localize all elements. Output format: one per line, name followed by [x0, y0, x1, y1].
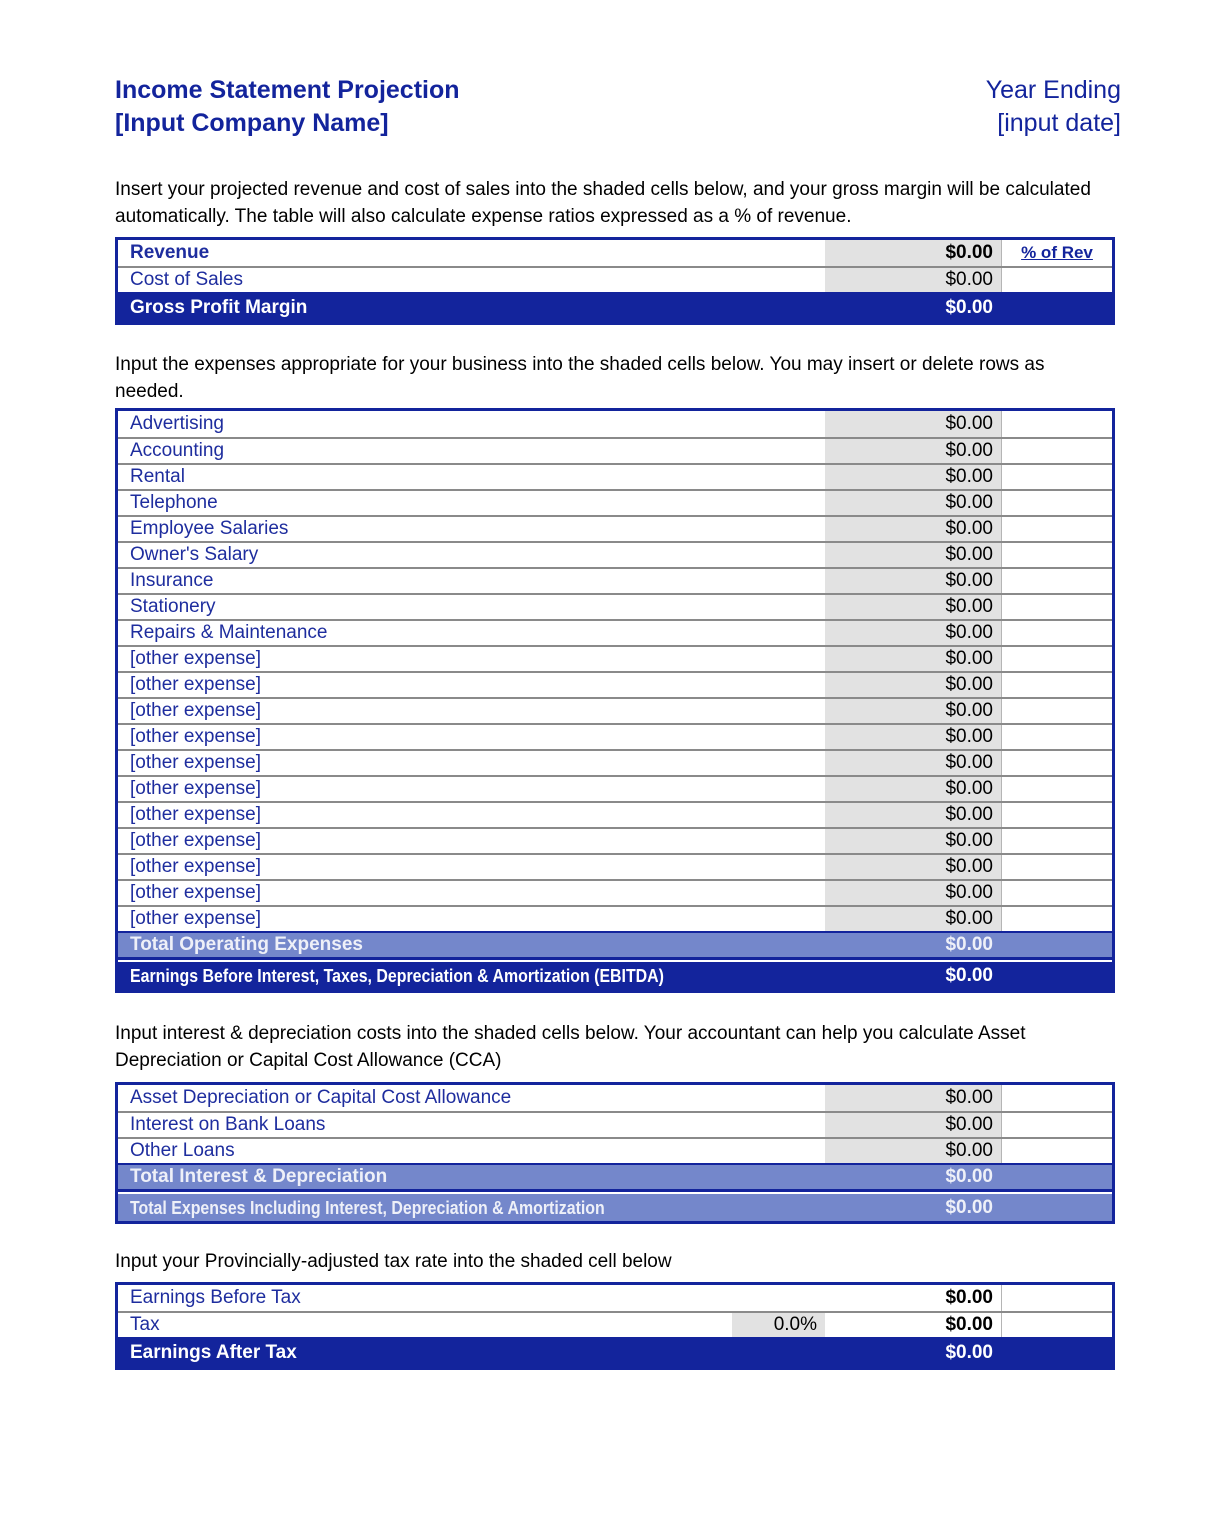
- percent-of-rev-cell: [1001, 1313, 1112, 1337]
- value-input-cell[interactable]: $0.00: [825, 829, 1001, 853]
- percent-of-rev-cell: [1001, 621, 1112, 645]
- row-label: [other expense]: [130, 778, 261, 799]
- row-label-cell: [118, 569, 825, 593]
- percent-of-rev-cell: [1001, 803, 1112, 827]
- percent-of-rev-cell: [1001, 543, 1112, 567]
- row-label: Rental: [130, 466, 185, 487]
- percent-of-rev-cell: [1001, 1285, 1112, 1311]
- row-label: [other expense]: [130, 674, 261, 695]
- row-label: Advertising: [130, 413, 224, 434]
- row-label: Revenue: [130, 242, 210, 263]
- row-label-cell: [118, 647, 825, 671]
- row-label-cell: [118, 465, 825, 489]
- percent-of-rev-cell: [1001, 699, 1112, 723]
- table-row: [118, 671, 1112, 697]
- table-row: [118, 437, 1112, 463]
- value-input-cell[interactable]: $0.00: [825, 1085, 1001, 1111]
- row-label-cell: [118, 595, 825, 619]
- percent-of-rev-label: % of Rev: [1021, 243, 1093, 262]
- page-title: Income Statement Projection: [115, 76, 460, 104]
- row-label-cell: [118, 881, 825, 905]
- value-cell: $0.00: [945, 1342, 993, 1363]
- row-label-cell: [118, 1085, 825, 1111]
- percent-of-rev-cell: [1001, 517, 1112, 541]
- table-row: [118, 645, 1112, 671]
- row-label: Earnings Before Interest, Taxes, Depreciation & Amortization (EBITDA): [130, 965, 664, 986]
- percent-of-rev-cell: [1001, 439, 1112, 463]
- table-row: [118, 1085, 1112, 1111]
- table-row: [118, 775, 1112, 801]
- row-label: [other expense]: [130, 856, 261, 877]
- row-label-cell: [118, 621, 825, 645]
- row-label: [other expense]: [130, 700, 261, 721]
- table-row: [118, 879, 1112, 905]
- percent-of-rev-cell: [1001, 465, 1112, 489]
- row-label-cell: [118, 855, 825, 879]
- table-row: [118, 697, 1112, 723]
- row-label: Interest on Bank Loans: [130, 1114, 326, 1135]
- row-label-cell: [118, 1285, 825, 1311]
- table-row: [118, 827, 1112, 853]
- table-row: [118, 266, 1112, 292]
- value-cell: $0.00: [945, 965, 993, 986]
- row-label-cell: [118, 1139, 825, 1163]
- row-label-cell: [118, 491, 825, 515]
- revenue-table: [115, 237, 1115, 325]
- table-row: [118, 411, 1112, 437]
- row-label: Tax: [130, 1314, 160, 1335]
- row-label: Insurance: [130, 570, 214, 591]
- value-cell: $0.00: [945, 934, 993, 955]
- percent-of-rev-cell: [1001, 1165, 1112, 1189]
- value-input-cell[interactable]: $0.00: [825, 595, 1001, 619]
- table-row: [118, 292, 1112, 322]
- row-label: [other expense]: [130, 804, 261, 825]
- row-label-cell: [118, 240, 825, 266]
- percent-of-rev-cell: [1001, 595, 1112, 619]
- table-row: [118, 463, 1112, 489]
- row-label: Other Loans: [130, 1140, 235, 1161]
- percent-of-rev-cell: [1001, 1139, 1112, 1163]
- row-label-cell: [118, 673, 825, 697]
- table-row: [118, 749, 1112, 775]
- year-ending-block: [986, 74, 1121, 140]
- row-label: Employee Salaries: [130, 518, 289, 539]
- row-label-cell: [118, 962, 825, 990]
- value-input-cell[interactable]: $0.00: [825, 673, 1001, 697]
- percent-of-rev-cell: [1001, 962, 1112, 990]
- value-input-cell[interactable]: $0.00: [825, 411, 1001, 437]
- row-label: Earnings After Tax: [130, 1342, 297, 1363]
- percent-of-rev-cell: [1001, 268, 1112, 292]
- tax-table: [115, 1282, 1115, 1370]
- row-label: [other expense]: [130, 726, 261, 747]
- row-label: [other expense]: [130, 752, 261, 773]
- percent-of-rev-header-cell: [1001, 240, 1112, 266]
- table-row: [118, 1285, 1112, 1311]
- row-label-cell: [118, 1165, 825, 1189]
- row-label: [other expense]: [130, 908, 261, 929]
- value-input-cell[interactable]: $0.00: [825, 725, 1001, 749]
- table-row: [118, 905, 1112, 931]
- value-cell: $0.00: [945, 1166, 993, 1187]
- value-input-cell[interactable]: $0.00: [825, 777, 1001, 801]
- percent-of-rev-cell: [1001, 751, 1112, 775]
- table-row: [118, 619, 1112, 645]
- percent-of-rev-cell: [1001, 1339, 1112, 1367]
- row-label-cell: [118, 268, 825, 292]
- value-input-cell[interactable]: $0.00: [825, 240, 1001, 266]
- row-label: Total Interest & Depreciation: [130, 1166, 388, 1187]
- table-row: [118, 1163, 1112, 1192]
- value-input-cell[interactable]: $0.00: [825, 621, 1001, 645]
- table-row: [118, 853, 1112, 879]
- table-row: [118, 960, 1112, 990]
- row-label-cell: [118, 1313, 825, 1337]
- document-title-block: [115, 74, 986, 140]
- value-input-cell[interactable]: $0.00: [825, 517, 1001, 541]
- percent-of-rev-cell: [1001, 647, 1112, 671]
- value-input-cell[interactable]: $0.00: [825, 803, 1001, 827]
- row-label-cell: [118, 751, 825, 775]
- table-row: [118, 240, 1112, 266]
- value-cell: $0.00: [945, 1287, 993, 1308]
- value-input-cell[interactable]: $0.00: [825, 268, 1001, 292]
- value-input-cell[interactable]: $0.00: [825, 465, 1001, 489]
- percent-of-rev-cell: [1001, 569, 1112, 593]
- percent-of-rev-cell: [1001, 829, 1112, 853]
- row-label-cell: [118, 907, 825, 931]
- percent-of-rev-cell: [1001, 907, 1112, 931]
- row-label-cell: [118, 1194, 825, 1221]
- value-input-cell[interactable]: $0.00: [825, 1113, 1001, 1137]
- percent-of-rev-cell: [1001, 411, 1112, 437]
- table-row: [118, 489, 1112, 515]
- value-input-cell[interactable]: $0.00: [825, 1139, 1001, 1163]
- row-label: Stationery: [130, 596, 216, 617]
- value-input-cell[interactable]: $0.00: [825, 907, 1001, 931]
- value-input-cell[interactable]: $0.00: [825, 855, 1001, 879]
- percent-of-rev-cell: [1001, 777, 1112, 801]
- table-row: [118, 1137, 1112, 1163]
- table-row: [118, 931, 1112, 960]
- row-label: Owner's Salary: [130, 544, 259, 565]
- row-label: Total Operating Expenses: [130, 934, 363, 955]
- percent-of-rev-cell: [1001, 673, 1112, 697]
- percent-of-rev-cell: [1001, 1085, 1112, 1111]
- percent-of-rev-cell: [1001, 855, 1112, 879]
- row-label-cell: [118, 1339, 825, 1367]
- table-row: [118, 593, 1112, 619]
- table-row: [118, 723, 1112, 749]
- row-label: Gross Profit Margin: [130, 297, 308, 318]
- value-cell: $0.00: [945, 297, 993, 318]
- table-row: [118, 1337, 1112, 1367]
- percent-of-rev-cell: [1001, 1113, 1112, 1137]
- value-input-cell[interactable]: $0.00: [825, 491, 1001, 515]
- value-input-cell[interactable]: $0.00: [825, 439, 1001, 463]
- table-row: [118, 567, 1112, 593]
- document-header: [115, 74, 1121, 140]
- row-label-cell: [118, 829, 825, 853]
- row-label-cell: [118, 1113, 825, 1137]
- row-label: Telephone: [130, 492, 218, 513]
- row-label: [other expense]: [130, 648, 261, 669]
- row-label: Asset Depreciation or Capital Cost Allowance: [130, 1087, 512, 1108]
- row-label-cell: [118, 699, 825, 723]
- instructions-revenue: Insert your projected revenue and cost of sales into the shaded cells below, and your gross margin will be calculated automatically. The table will also calculate expense ratios expressed as a % of revenue.: [115, 179, 1091, 227]
- instructions-expenses: Input the expenses appropriate for your business into the shaded cells below. You may insert or delete rows as needed.: [115, 354, 1045, 402]
- row-label-cell: [118, 725, 825, 749]
- percent-of-rev-cell: [1001, 881, 1112, 905]
- row-label-cell: [118, 803, 825, 827]
- input-date-placeholder: [input date]: [997, 109, 1121, 137]
- table-row: [118, 1311, 1112, 1337]
- expenses-table: [115, 408, 1115, 993]
- row-label-cell: [118, 439, 825, 463]
- value-input-cell[interactable]: $0.00: [825, 751, 1001, 775]
- table-row: [118, 515, 1112, 541]
- instructions-interest-depreciation: Input interest & depreciation costs into the shaded cells below. Your accountant can help you calculate Asset Depreciation or Capital Cost Allowance (CCA): [115, 1023, 1026, 1071]
- row-label-cell: [118, 543, 825, 567]
- row-label: [other expense]: [130, 830, 261, 851]
- row-label: Earnings Before Tax: [130, 1287, 301, 1308]
- value-input-cell[interactable]: $0.00: [825, 569, 1001, 593]
- row-label: [other expense]: [130, 882, 261, 903]
- row-label: Total Expenses Including Interest, Depreciation & Amortization: [130, 1196, 605, 1218]
- tax-rate-input-cell[interactable]: 0.0%: [732, 1313, 825, 1337]
- value-input-cell[interactable]: $0.00: [825, 699, 1001, 723]
- row-label-cell: [118, 294, 825, 322]
- percent-of-rev-cell: [1001, 725, 1112, 749]
- percent-of-rev-cell: [1001, 491, 1112, 515]
- row-label-cell: [118, 411, 825, 437]
- value-input-cell[interactable]: $0.00: [825, 881, 1001, 905]
- company-name-placeholder: [Input Company Name]: [115, 109, 389, 137]
- percent-of-rev-cell: [1001, 1194, 1112, 1221]
- percent-of-rev-cell: [1001, 294, 1112, 322]
- row-label: Repairs & Maintenance: [130, 622, 328, 643]
- interest-depreciation-table: [115, 1082, 1115, 1224]
- value-cell: $0.00: [945, 1314, 993, 1335]
- percent-of-rev-cell: [1001, 933, 1112, 957]
- instructions-tax: Input your Provincially-adjusted tax rate into the shaded cell below: [115, 1251, 672, 1272]
- row-label: Cost of Sales: [130, 269, 243, 290]
- year-ending-label: Year Ending: [985, 76, 1121, 104]
- row-label: Accounting: [130, 440, 225, 461]
- value-input-cell[interactable]: $0.00: [825, 647, 1001, 671]
- table-row: [118, 801, 1112, 827]
- row-label-cell: [118, 777, 825, 801]
- row-label-cell: [118, 933, 825, 957]
- row-label-cell: [118, 517, 825, 541]
- table-row: [118, 541, 1112, 567]
- table-row: [118, 1111, 1112, 1137]
- value-input-cell[interactable]: $0.00: [825, 543, 1001, 567]
- table-row: [118, 1192, 1112, 1221]
- value-cell: $0.00: [945, 1196, 993, 1218]
